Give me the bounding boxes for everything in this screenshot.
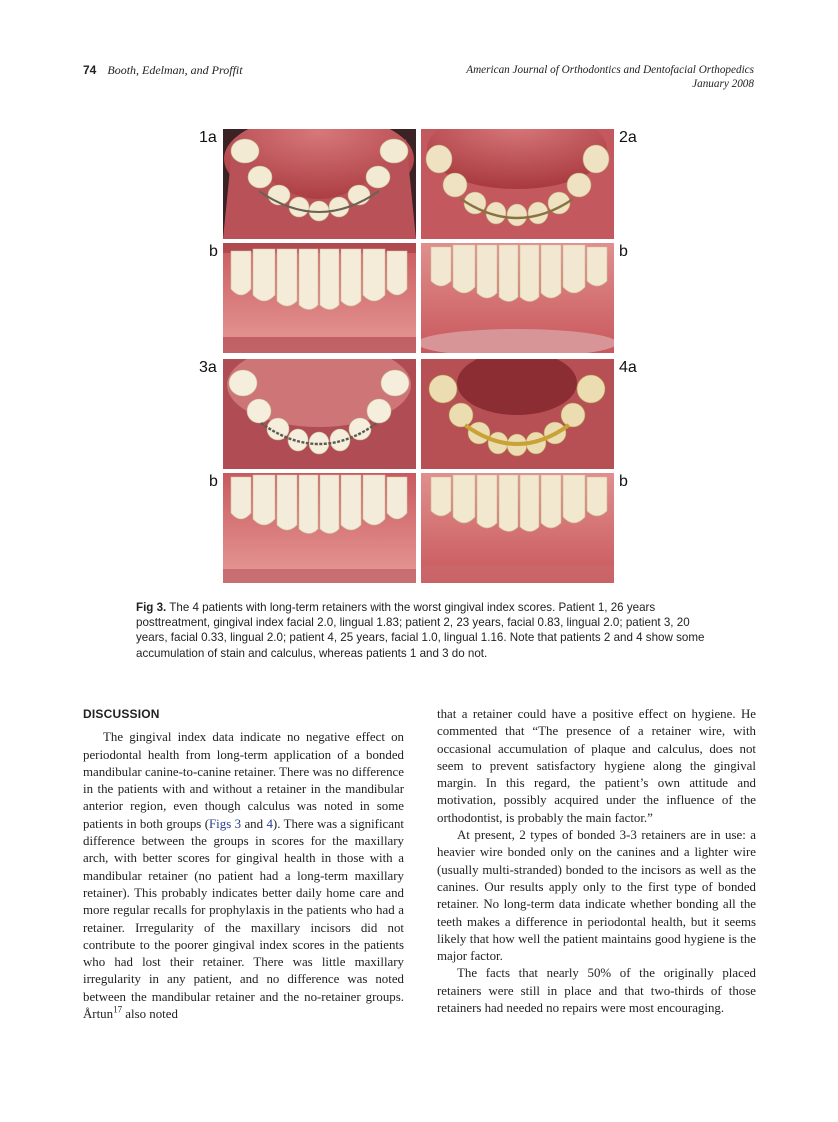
text-column-left bbox=[83, 706, 404, 1023]
paragraph-3: The facts that nearly 50% of the originally placed retainers were still in place and that two-thirds of those retainers had needed no repairs were most encouraging. bbox=[437, 966, 756, 1016]
citation-17: 17 bbox=[113, 1004, 123, 1015]
figure-caption-text: The 4 patients with long-term retainers with the worst gingival index scores. Patient 1, 26 years posttreatment, gingival index facial 2.0, lingual 1.83; patient 2, 23 years, facial 0.83, lingual 2.0; patient 3, 20 years, facial 0.33, lingual 2.0; patient 4, 25 years, facial 1.0, lingual 1.16. Note that patients 2 and 4 show some accumulation of stain and calculus, whereas patients 1 and 3 do not. bbox=[136, 601, 705, 660]
figure-caption-label: Fig 3. bbox=[136, 601, 167, 614]
panel-label-2a: 2a bbox=[619, 129, 637, 146]
paragraph-1 bbox=[83, 729, 404, 1023]
paragraph-2: At present, 2 types of bonded 3-3 retainers are in use: a heavier wire bonded only on the canines and a lighter wire (usually multi-stranded) bonded to the incisors as well as the canines. Our results apply only to the first type of bonded retainer. No long-term data indicate whether bonding all the teeth makes a difference in periodontal health, but it seems likely that how well the patient maintains good hygiene is the major factor. bbox=[437, 828, 756, 964]
panel-label-4b: b bbox=[619, 473, 628, 490]
paragraph-1-text-c: also noted bbox=[122, 1007, 178, 1022]
link-figure-3[interactable]: Figs 3 bbox=[209, 816, 242, 831]
clinical-photo-figure bbox=[199, 129, 637, 583]
panel-label-3a: 3a bbox=[199, 359, 217, 376]
photo-patient-2a-occlusal bbox=[421, 129, 614, 239]
running-header-right bbox=[466, 63, 754, 91]
panel-label-4a: 4a bbox=[619, 359, 637, 376]
and-word: and bbox=[241, 816, 267, 831]
link-figure-4[interactable]: 4 bbox=[266, 816, 273, 831]
authors: Booth, Edelman, and Proffit bbox=[107, 63, 243, 77]
photo-patient-1b-facial bbox=[223, 243, 416, 353]
figure-caption bbox=[136, 600, 712, 661]
photo-patient-4a-occlusal bbox=[421, 359, 614, 469]
photo-patient-3a-occlusal bbox=[223, 359, 416, 469]
journal-title: American Journal of Orthodontics and Dentofacial Orthopedics bbox=[466, 64, 754, 76]
paragraph-1-text-b: ). There was a significant difference between the groups in scores for the maxillary arch, with better scores for gingival health in those with a mandibular retainer (no patient had a long-term maxillary retainer). This probably indicates better daily home care and more regular recalls for prophylaxis in the patients who had a retainer. Irregularity of the maxillary incisors did not contribute to the poorer gingival index scores in the patients who had lost their retainer. There was little maxillary irregularity in any patient, and no difference was noted between the mandibular retainer and the no-retainer groups. Årtun bbox=[83, 816, 405, 1022]
panel-label-3b: b bbox=[209, 473, 218, 490]
issue-date: January 2008 bbox=[692, 78, 754, 90]
panel-label-2b: b bbox=[619, 243, 628, 260]
running-header-left bbox=[83, 63, 243, 78]
paragraph-1-continued: that a retainer could have a positive effect on hygiene. He commented that “The presence of a retainer wire, with occasional accumulation of plaque and calculus, does not seem to prevent satisfactory hygiene along the gingival margin. In this regard, the patient’s own attitude and motivation, possibly acquired under the influence of the orthodontist, is probably the main factor.” bbox=[437, 707, 756, 825]
photo-patient-4b-facial bbox=[421, 473, 614, 583]
page-number: 74 bbox=[83, 63, 97, 77]
panel-label-1b: b bbox=[209, 243, 218, 260]
section-heading-discussion: DISCUSSION bbox=[83, 707, 160, 721]
text-column-right bbox=[437, 706, 756, 1017]
photo-patient-3b-facial bbox=[223, 473, 416, 583]
panel-label-1a: 1a bbox=[199, 129, 217, 146]
photo-patient-1a-occlusal bbox=[223, 129, 416, 239]
paragraph-1-text-a: The gingival index data indicate no negative effect on periodontal health from long-term application of a bonded mandibular canine-to-canine retainer. There was no difference in the patients with and without a retainer in the mandibular anterior region, even though calculus was noted in some patients in both groups ( bbox=[83, 730, 404, 831]
photo-patient-2b-facial bbox=[421, 243, 614, 353]
